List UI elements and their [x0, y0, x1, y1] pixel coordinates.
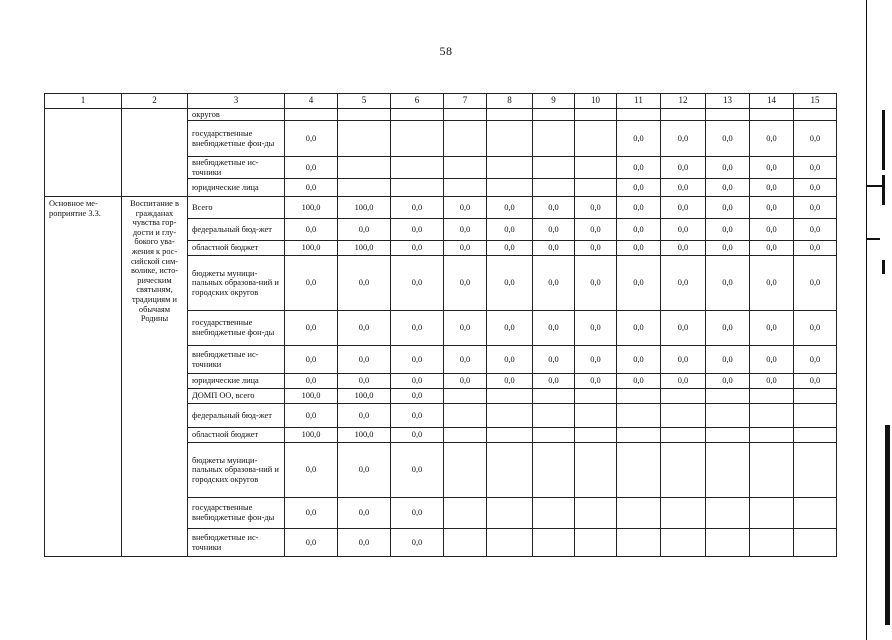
value-cell: 100,0 [338, 389, 391, 404]
value-cell: 0,0 [750, 121, 794, 157]
value-cell: 0,0 [575, 374, 617, 389]
value-cell [487, 443, 533, 498]
value-cell: 0,0 [575, 311, 617, 346]
value-cell: 0,0 [391, 498, 444, 529]
value-cell [487, 109, 533, 121]
value-cell [661, 428, 706, 443]
value-cell [575, 179, 617, 197]
funding-source-label: юридические лица [188, 374, 285, 389]
value-cell: 0,0 [794, 121, 837, 157]
funding-source-label: государственные внебюджетные фон-ды [188, 121, 285, 157]
table-row [45, 109, 837, 121]
value-cell [533, 404, 575, 428]
value-cell [794, 529, 837, 557]
value-cell: 0,0 [575, 241, 617, 256]
value-cell: 0,0 [285, 404, 338, 428]
scan-edge-mark [882, 175, 885, 205]
value-cell: 0,0 [706, 157, 750, 179]
value-cell: 0,0 [750, 179, 794, 197]
value-cell [338, 121, 391, 157]
value-cell: 0,0 [285, 311, 338, 346]
value-cell: 0,0 [661, 121, 706, 157]
scan-edge-mark [866, 185, 884, 187]
value-cell [575, 498, 617, 529]
value-cell: 0,0 [533, 197, 575, 219]
value-cell: 0,0 [391, 443, 444, 498]
value-cell: 0,0 [750, 241, 794, 256]
value-cell [487, 404, 533, 428]
value-cell: 0,0 [338, 346, 391, 374]
value-cell [750, 109, 794, 121]
program-description: Воспитание в гражданах чувства гор-дости и глу-бокого ува-жения к рос-сийской сим-волике, исто-рическим святыням, традициям и обычаям Родины [122, 197, 188, 557]
value-cell: 0,0 [533, 219, 575, 241]
program-cell-empty [45, 109, 122, 197]
value-cell: 0,0 [444, 219, 487, 241]
value-cell [391, 157, 444, 179]
funding-source-label: Всего [188, 197, 285, 219]
value-cell [444, 157, 487, 179]
value-cell [750, 498, 794, 529]
value-cell: 0,0 [533, 256, 575, 311]
value-cell: 0,0 [661, 311, 706, 346]
value-cell [575, 109, 617, 121]
value-cell: 0,0 [706, 121, 750, 157]
value-cell: 0,0 [575, 197, 617, 219]
program-name: Основное ме-роприятие 3.3. [45, 197, 122, 557]
table-row [45, 197, 837, 219]
value-cell: 0,0 [706, 219, 750, 241]
value-cell: 0,0 [617, 179, 661, 197]
value-cell [750, 443, 794, 498]
value-cell [750, 389, 794, 404]
value-cell: 0,0 [661, 179, 706, 197]
value-cell [285, 109, 338, 121]
funding-source-label: внебюджетные ис-точники [188, 529, 285, 557]
column-header: 1 [45, 94, 122, 109]
value-cell: 0,0 [391, 219, 444, 241]
value-cell: 0,0 [617, 121, 661, 157]
value-cell: 0,0 [617, 197, 661, 219]
value-cell [575, 404, 617, 428]
column-header: 5 [338, 94, 391, 109]
value-cell [533, 179, 575, 197]
value-cell: 0,0 [391, 256, 444, 311]
value-cell: 0,0 [661, 346, 706, 374]
value-cell [444, 179, 487, 197]
column-header: 3 [188, 94, 285, 109]
value-cell [533, 157, 575, 179]
value-cell: 0,0 [533, 374, 575, 389]
value-cell: 0,0 [338, 498, 391, 529]
value-cell [487, 389, 533, 404]
column-header: 4 [285, 94, 338, 109]
value-cell: 0,0 [661, 256, 706, 311]
value-cell: 0,0 [750, 311, 794, 346]
value-cell: 0,0 [487, 346, 533, 374]
value-cell: 0,0 [617, 346, 661, 374]
value-cell [487, 428, 533, 443]
value-cell [794, 389, 837, 404]
value-cell [617, 428, 661, 443]
value-cell [706, 404, 750, 428]
value-cell: 0,0 [338, 404, 391, 428]
value-cell: 0,0 [533, 346, 575, 374]
value-cell: 0,0 [285, 443, 338, 498]
value-cell [617, 404, 661, 428]
value-cell [794, 498, 837, 529]
value-cell [533, 389, 575, 404]
value-cell: 0,0 [285, 256, 338, 311]
value-cell: 100,0 [338, 241, 391, 256]
value-cell [661, 529, 706, 557]
value-cell [661, 443, 706, 498]
value-cell [794, 428, 837, 443]
value-cell [794, 404, 837, 428]
value-cell: 100,0 [285, 389, 338, 404]
value-cell: 0,0 [617, 157, 661, 179]
value-cell: 0,0 [706, 374, 750, 389]
value-cell [533, 443, 575, 498]
value-cell: 0,0 [661, 219, 706, 241]
column-header: 14 [750, 94, 794, 109]
column-header: 7 [444, 94, 487, 109]
column-header: 15 [794, 94, 837, 109]
description-cell-empty [122, 109, 188, 197]
value-cell [706, 389, 750, 404]
value-cell: 0,0 [444, 311, 487, 346]
value-cell: 0,0 [285, 219, 338, 241]
value-cell [750, 404, 794, 428]
value-cell [338, 109, 391, 121]
funding-source-label: государственные внебюджетные фон-ды [188, 311, 285, 346]
value-cell: 0,0 [487, 241, 533, 256]
value-cell: 0,0 [444, 346, 487, 374]
value-cell: 0,0 [750, 256, 794, 311]
value-cell [487, 179, 533, 197]
page-number: 58 [439, 44, 453, 58]
value-cell: 0,0 [285, 179, 338, 197]
value-cell [391, 179, 444, 197]
value-cell [706, 109, 750, 121]
value-cell [706, 428, 750, 443]
funding-source-label: внебюджетные ис-точники [188, 346, 285, 374]
value-cell: 0,0 [661, 197, 706, 219]
value-cell: 0,0 [391, 311, 444, 346]
column-header: 11 [617, 94, 661, 109]
value-cell: 0,0 [285, 529, 338, 557]
column-header: 10 [575, 94, 617, 109]
value-cell [444, 121, 487, 157]
funding-source-label: бюджеты муници-пальных образова-ний и городских округов [188, 443, 285, 498]
value-cell [338, 179, 391, 197]
value-cell: 0,0 [338, 311, 391, 346]
value-cell: 0,0 [487, 256, 533, 311]
value-cell: 0,0 [661, 374, 706, 389]
value-cell: 0,0 [661, 157, 706, 179]
value-cell: 0,0 [617, 241, 661, 256]
value-cell: 0,0 [617, 311, 661, 346]
value-cell [444, 109, 487, 121]
value-cell: 0,0 [444, 197, 487, 219]
value-cell [391, 121, 444, 157]
value-cell: 0,0 [706, 179, 750, 197]
value-cell: 0,0 [391, 389, 444, 404]
value-cell: 100,0 [338, 428, 391, 443]
funding-source-label: внебюджетные ис-точники [188, 157, 285, 179]
value-cell: 100,0 [285, 197, 338, 219]
value-cell [794, 109, 837, 121]
value-cell: 0,0 [706, 346, 750, 374]
value-cell: 0,0 [338, 443, 391, 498]
value-cell: 0,0 [487, 311, 533, 346]
value-cell [444, 404, 487, 428]
value-cell: 0,0 [794, 311, 837, 346]
value-cell: 0,0 [706, 256, 750, 311]
value-cell [444, 443, 487, 498]
value-cell: 0,0 [391, 529, 444, 557]
budget-table [44, 93, 837, 557]
value-cell: 100,0 [338, 197, 391, 219]
value-cell [617, 498, 661, 529]
value-cell: 100,0 [285, 241, 338, 256]
value-cell: 0,0 [338, 374, 391, 389]
value-cell [338, 157, 391, 179]
scan-edge-mark [866, 238, 880, 240]
value-cell [487, 157, 533, 179]
value-cell [487, 529, 533, 557]
value-cell [533, 428, 575, 443]
value-cell: 0,0 [794, 374, 837, 389]
value-cell: 0,0 [575, 219, 617, 241]
value-cell [661, 404, 706, 428]
value-cell [750, 428, 794, 443]
scan-edge-mark [882, 260, 885, 274]
value-cell [575, 443, 617, 498]
funding-source-label: бюджеты муници-пальных образова-ний и городских округов [188, 256, 285, 311]
value-cell: 0,0 [391, 404, 444, 428]
value-cell [533, 529, 575, 557]
value-cell: 0,0 [487, 374, 533, 389]
value-cell [617, 529, 661, 557]
value-cell: 100,0 [285, 428, 338, 443]
value-cell: 0,0 [444, 256, 487, 311]
value-cell: 0,0 [706, 197, 750, 219]
value-cell [750, 529, 794, 557]
value-cell: 0,0 [794, 346, 837, 374]
value-cell: 0,0 [533, 241, 575, 256]
value-cell: 0,0 [444, 241, 487, 256]
value-cell: 0,0 [750, 157, 794, 179]
value-cell: 0,0 [391, 374, 444, 389]
value-cell [706, 498, 750, 529]
column-header: 13 [706, 94, 750, 109]
value-cell: 0,0 [575, 256, 617, 311]
value-cell: 0,0 [794, 241, 837, 256]
funding-source-label: федеральный бюд-жет [188, 404, 285, 428]
funding-source-label: ДОМП ОО, всего [188, 389, 285, 404]
value-cell [617, 443, 661, 498]
value-cell: 0,0 [285, 346, 338, 374]
value-cell [617, 389, 661, 404]
column-header: 8 [487, 94, 533, 109]
scan-edge-line [866, 0, 867, 640]
value-cell [575, 157, 617, 179]
value-cell: 0,0 [391, 428, 444, 443]
value-cell: 0,0 [794, 157, 837, 179]
value-cell: 0,0 [750, 219, 794, 241]
scan-edge-mark [885, 425, 890, 625]
value-cell: 0,0 [391, 241, 444, 256]
value-cell: 0,0 [750, 197, 794, 219]
value-cell [533, 498, 575, 529]
value-cell: 0,0 [706, 311, 750, 346]
value-cell [575, 389, 617, 404]
value-cell: 0,0 [391, 197, 444, 219]
value-cell [794, 443, 837, 498]
value-cell: 0,0 [617, 256, 661, 311]
value-cell: 0,0 [794, 256, 837, 311]
value-cell: 0,0 [794, 197, 837, 219]
value-cell [444, 389, 487, 404]
header-row [45, 94, 837, 109]
value-cell: 0,0 [285, 157, 338, 179]
value-cell [444, 428, 487, 443]
column-header: 6 [391, 94, 444, 109]
value-cell [617, 109, 661, 121]
value-cell: 0,0 [794, 219, 837, 241]
value-cell: 0,0 [750, 374, 794, 389]
value-cell [575, 529, 617, 557]
value-cell [533, 109, 575, 121]
funding-source-label: областной бюджет [188, 428, 285, 443]
column-header: 12 [661, 94, 706, 109]
value-cell: 0,0 [338, 219, 391, 241]
value-cell [444, 529, 487, 557]
column-header: 2 [122, 94, 188, 109]
value-cell: 0,0 [575, 346, 617, 374]
value-cell [661, 109, 706, 121]
value-cell: 0,0 [338, 256, 391, 311]
value-cell: 0,0 [706, 241, 750, 256]
value-cell [706, 529, 750, 557]
value-cell: 0,0 [487, 219, 533, 241]
value-cell: 0,0 [285, 498, 338, 529]
value-cell: 0,0 [487, 197, 533, 219]
funding-source-label: федеральный бюд-жет [188, 219, 285, 241]
funding-source-label: областной бюджет [188, 241, 285, 256]
value-cell [487, 121, 533, 157]
column-header: 9 [533, 94, 575, 109]
value-cell [533, 121, 575, 157]
value-cell: 0,0 [533, 311, 575, 346]
value-cell: 0,0 [617, 374, 661, 389]
value-cell: 0,0 [391, 346, 444, 374]
value-cell: 0,0 [444, 374, 487, 389]
value-cell [575, 121, 617, 157]
value-cell: 0,0 [661, 241, 706, 256]
funding-source-label: государственные внебюджетные фон-ды [188, 498, 285, 529]
funding-source-label: юридические лица [188, 179, 285, 197]
value-cell [487, 498, 533, 529]
value-cell [391, 109, 444, 121]
value-cell: 0,0 [750, 346, 794, 374]
value-cell [575, 428, 617, 443]
value-cell [706, 443, 750, 498]
value-cell [444, 498, 487, 529]
value-cell: 0,0 [285, 121, 338, 157]
value-cell: 0,0 [285, 374, 338, 389]
value-cell: 0,0 [794, 179, 837, 197]
funding-source-label: округов [188, 109, 285, 121]
value-cell: 0,0 [617, 219, 661, 241]
value-cell [661, 389, 706, 404]
value-cell [661, 498, 706, 529]
value-cell: 0,0 [338, 529, 391, 557]
scan-edge-mark [882, 110, 885, 170]
